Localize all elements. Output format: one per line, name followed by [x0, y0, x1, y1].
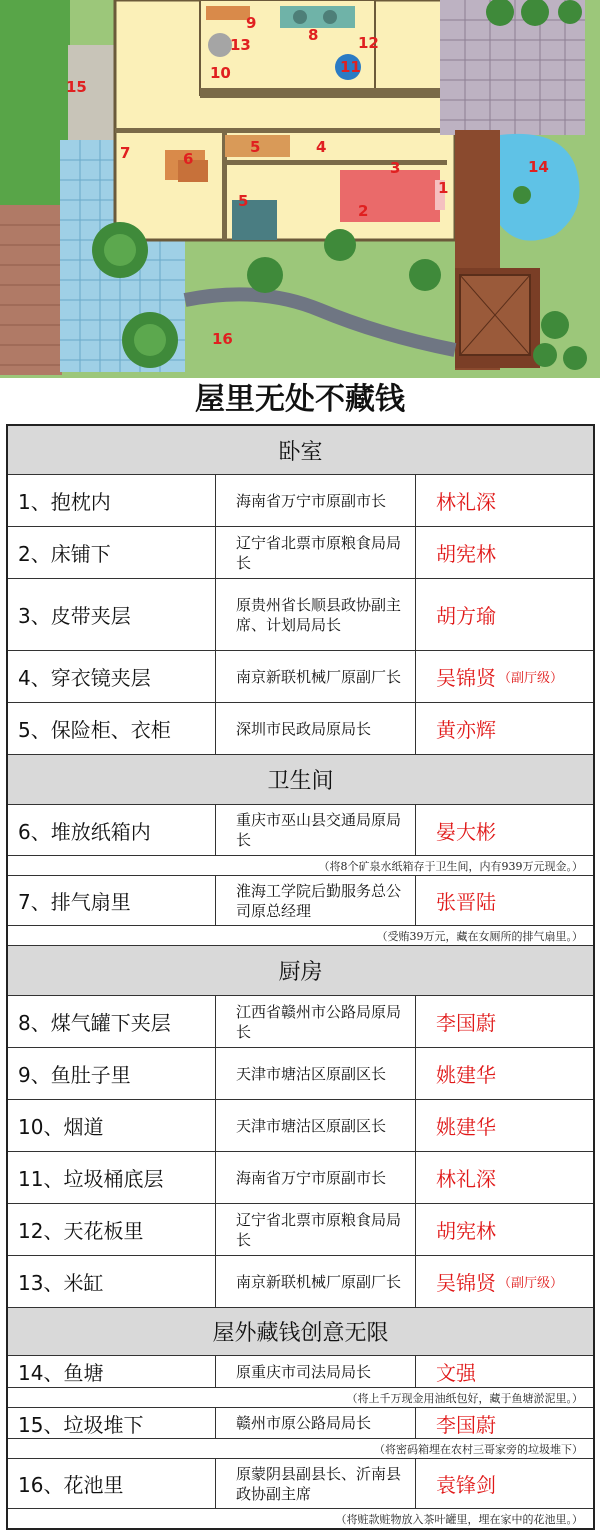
place-cell: 12、天花板里 — [8, 1204, 216, 1255]
map-label-11: 11 — [340, 58, 361, 76]
table-row — [8, 805, 593, 856]
rice-jar — [208, 33, 232, 57]
floor-plan-map — [0, 0, 600, 378]
page-title: 屋里无处不藏钱 — [195, 382, 405, 417]
place-cell: 6、堆放纸箱内 — [8, 805, 216, 855]
position-cell: 海南省万宁市原副市长 — [216, 475, 416, 526]
table-row — [8, 1204, 593, 1256]
position-cell: 重庆市巫山县交通局原局长 — [216, 805, 416, 855]
name-cell: 黄亦辉 — [436, 718, 496, 742]
name-cell: 李国蔚 — [436, 1011, 496, 1035]
table-row — [8, 1408, 593, 1439]
place-cell: 2、床铺下 — [8, 527, 216, 578]
name-cell: 林礼深 — [436, 1167, 496, 1191]
rank-note: （副厅级） — [498, 671, 564, 686]
position-cell: 淮海工学院后勤服务总公司原总经理 — [216, 876, 416, 925]
name-cell: 张晋陆 — [436, 890, 496, 914]
remark-row: （将密码箱埋在农村三哥家旁的垃圾堆下） — [8, 1439, 593, 1459]
map-label-3: 3 — [390, 159, 401, 177]
name-cell: 胡宪林 — [436, 542, 496, 566]
name-cell: 胡宪林 — [436, 1219, 496, 1243]
place-cell: 14、鱼塘 — [8, 1356, 216, 1387]
table-row — [8, 1048, 593, 1100]
map-label-6: 6 — [183, 150, 194, 168]
remark-row: （将8个矿泉水纸箱存于卫生间，内有939万元现金。） — [8, 856, 593, 876]
name-cell: 胡方瑜 — [436, 604, 496, 628]
section-header-outdoor: 屋外藏钱创意无限 — [8, 1308, 593, 1356]
place-cell: 15、垃圾堆下 — [8, 1408, 216, 1438]
position-cell: 深圳市民政局原局长 — [216, 703, 416, 754]
table-row — [8, 703, 593, 755]
position-cell: 原重庆市司法局局长 — [216, 1356, 416, 1387]
map-label-5b: 5 — [238, 192, 249, 210]
position-cell: 天津市塘沽区原副区长 — [216, 1100, 416, 1151]
table-row — [8, 1256, 593, 1308]
table-row — [8, 876, 593, 926]
position-cell: 原蒙阴县副县长、沂南县政协副主席 — [216, 1459, 416, 1508]
map-label-15: 15 — [66, 78, 87, 96]
table-row — [8, 579, 593, 651]
position-cell: 海南省万宁市原副市长 — [216, 1152, 416, 1203]
section-header-bedroom: 卧室 — [8, 426, 593, 475]
position-cell: 原贵州省长顺县政协副主席、计划局局长 — [216, 579, 416, 650]
table-row — [8, 1356, 593, 1388]
interior-wall — [200, 88, 440, 98]
name-cell: 林礼深 — [436, 490, 496, 514]
position-cell: 赣州市原公路局局长 — [216, 1408, 416, 1438]
map-label-4: 4 — [316, 138, 327, 156]
position-cell: 辽宁省北票市原粮食局局长 — [216, 1204, 416, 1255]
rank-note: （副厅级） — [498, 1276, 564, 1291]
map-label-12: 12 — [358, 34, 379, 52]
position-cell: 南京新联机械厂原副厂长 — [216, 651, 416, 702]
name-cell: 袁锋剑 — [436, 1473, 496, 1497]
table-row — [8, 651, 593, 703]
map-label-1: 1 — [438, 179, 449, 197]
section-header-kitchen: 厨房 — [8, 946, 593, 996]
map-label-13: 13 — [230, 36, 251, 54]
bed — [340, 170, 440, 222]
name-cell: 文强 — [436, 1361, 476, 1385]
map-label-2: 2 — [358, 202, 369, 220]
name-cell: 吴锦贤 （副厅级） — [436, 1271, 564, 1295]
remark-row: （将上千万现金用油纸包好，藏于鱼塘淤泥里。） — [8, 1388, 593, 1408]
hiding-places-table — [6, 424, 595, 1530]
place-cell: 13、米缸 — [8, 1256, 216, 1307]
table-row — [8, 1459, 593, 1509]
position-cell: 江西省赣州市公路局原局长 — [216, 996, 416, 1047]
map-label-8: 8 — [308, 26, 319, 44]
place-cell: 7、排气扇里 — [8, 876, 216, 925]
place-cell: 4、穿衣镜夹层 — [8, 651, 216, 702]
place-cell: 16、花池里 — [8, 1459, 216, 1508]
map-label-10: 10 — [210, 64, 231, 82]
position-cell: 辽宁省北票市原粮食局局长 — [216, 527, 416, 578]
table-row — [8, 1152, 593, 1204]
position-cell: 天津市塘沽区原副区长 — [216, 1048, 416, 1099]
map-label-5: 5 — [250, 138, 261, 156]
place-cell: 11、垃圾桶底层 — [8, 1152, 216, 1203]
brick-wall — [0, 205, 62, 375]
map-label-14: 14 — [528, 158, 549, 176]
place-cell: 9、鱼肚子里 — [8, 1048, 216, 1099]
name-cell: 姚建华 — [436, 1115, 496, 1139]
place-cell: 3、皮带夹层 — [8, 579, 216, 650]
map-label-16: 16 — [212, 330, 233, 348]
remark-row: （将赃款赃物放入茶叶罐里，埋在家中的花池里。） — [335, 1512, 583, 1526]
map-label-9: 9 — [246, 14, 257, 32]
table-row — [8, 996, 593, 1048]
map-label-7: 7 — [120, 144, 131, 162]
name-cell: 晏大彬 — [436, 819, 496, 844]
remark-row: （受贿39万元，藏在女厕所的排气扇里。） — [8, 926, 593, 946]
name-cell: 李国蔚 — [436, 1412, 496, 1437]
table-row — [8, 527, 593, 579]
position-cell: 南京新联机械厂原副厂长 — [216, 1256, 416, 1307]
section-header-bathroom: 卫生间 — [8, 755, 593, 805]
name-cell: 姚建华 — [436, 1063, 496, 1087]
name-cell: 吴锦贤 （副厅级） — [436, 666, 564, 690]
green-strip — [0, 0, 70, 210]
table-row — [8, 475, 593, 527]
place-cell: 5、保险柜、衣柜 — [8, 703, 216, 754]
table-row — [8, 1100, 593, 1152]
place-cell: 10、烟道 — [8, 1100, 216, 1151]
place-cell: 1、抱枕内 — [8, 475, 216, 526]
place-cell: 8、煤气罐下夹层 — [8, 996, 216, 1047]
